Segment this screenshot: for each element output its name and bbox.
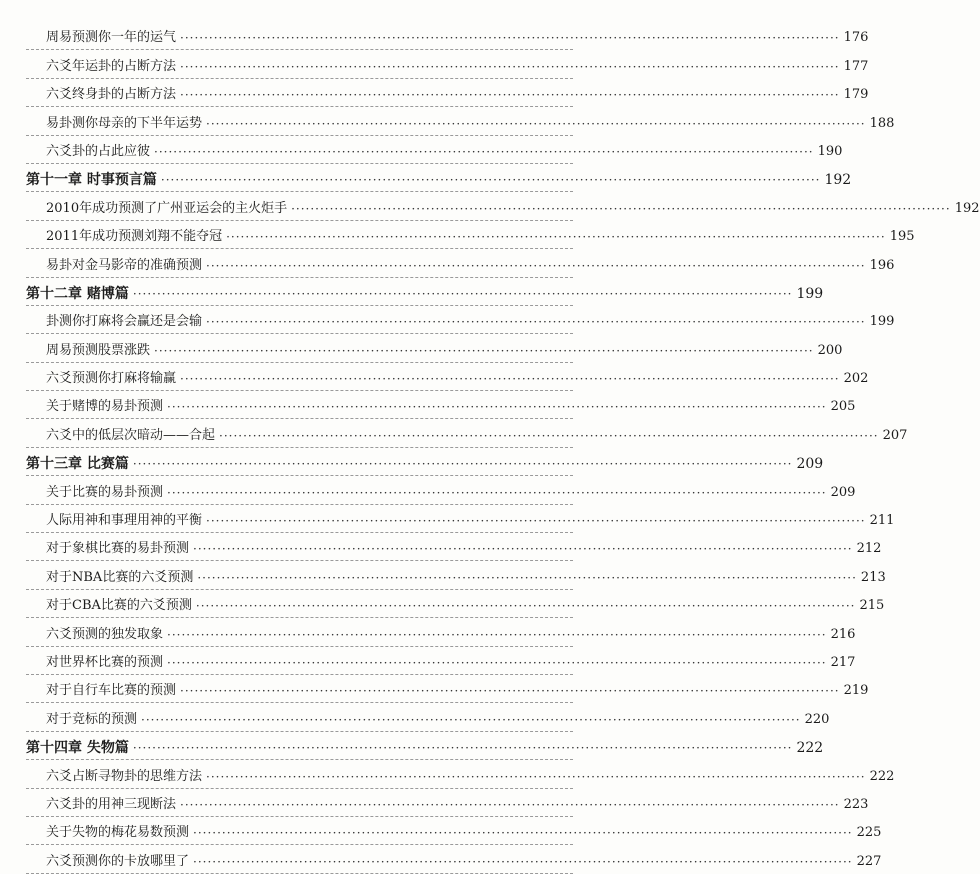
entry-title: 六爻中的低层次暗动——合起 [46,427,216,443]
dot-leader: ········································································································································· [291,201,951,216]
page-number: 176 [843,30,869,46]
entry-title: 易卦测你母亲的下半年运势 [46,115,203,131]
table-of-contents [26,22,980,874]
dot-leader: ········································································································································· [160,173,821,188]
page-number: 213 [860,569,886,585]
entry-title: 关于失物的梅花易数预测 [46,825,190,841]
dot-leader: ········································································································································· [193,826,853,841]
chapter-heading-row [26,732,824,760]
entry-title: 六爻预测你打麻将输赢 [46,371,177,387]
page-number: 207 [882,427,908,443]
page-number: 223 [843,796,869,812]
dot-leader: ········································································································································· [141,712,801,727]
entry-title: 六爻占断寻物卦的思维方法 [46,768,203,784]
page-number: 219 [843,683,869,699]
page-number: 202 [843,371,869,387]
toc-entry-row [26,363,869,391]
toc-entry-row [26,136,843,164]
toc-entry-row [26,221,915,249]
entry-title: 关于比赛的易卦预测 [46,484,164,500]
entry-title: 周易预测你一年的运气 [46,30,177,46]
toc-entry-row [26,22,869,50]
toc-entry-row [26,334,843,362]
chapter-heading-row [26,278,824,306]
chapter-title: 第十一章 时事预言篇 [26,172,157,189]
dot-leader: ········································································································································· [154,343,814,358]
entry-title: 对于CBA比赛的六爻预测 [46,598,192,614]
dot-leader: ········································································································································· [193,854,853,869]
page-number: 225 [856,825,882,841]
dot-leader: ········································································································································· [132,741,793,756]
entry-title: 六爻预测的独发取象 [46,626,164,642]
dot-leader: ········································································································································· [226,230,886,245]
chapter-title: 第十三章 比赛篇 [26,456,129,473]
dot-leader: ········································································································································· [206,315,866,330]
dot-leader: ········································································································································· [206,769,866,784]
page-number: 199 [796,285,824,302]
page-number: 195 [889,229,915,245]
page-number: 212 [856,541,882,557]
page-number: 220 [804,711,830,727]
dot-leader: ········································································································································· [167,655,827,670]
dot-leader: ········································································································································· [206,514,866,529]
entry-title: 对于自行车比赛的预测 [46,683,177,699]
toc-entry-row [26,845,882,873]
dot-leader: ········································································································································· [206,258,866,273]
toc-entry-row [26,107,895,135]
entry-title: 六爻终身卦的占断方法 [46,87,177,103]
entry-title: 2010年成功预测了广州亚运会的主火炬手 [46,200,288,216]
toc-entry-row [26,618,856,646]
toc-entry-row [26,789,869,817]
entry-title: 对于NBA比赛的六爻预测 [46,569,194,585]
dot-leader: ········································································································································· [197,570,857,585]
page-number: 199 [869,314,895,330]
dot-leader: ········································································································································· [180,797,840,812]
page-number: 196 [869,257,895,273]
toc-entry-row [26,561,886,589]
page-number: 222 [869,768,895,784]
page-number: 222 [796,740,824,757]
page-number: 216 [830,626,856,642]
dot-leader: ········································································································································· [180,88,840,103]
toc-entry-row [26,675,869,703]
toc-entry-row [26,79,869,107]
entry-title: 对于竞标的预测 [46,711,138,727]
page-number: 217 [830,654,856,670]
page-number: 205 [830,399,856,415]
dot-leader: ········································································································································· [180,59,840,74]
entry-title: 对世界杯比赛的预测 [46,654,164,670]
page-number: 188 [869,115,895,131]
page-number: 227 [856,853,882,869]
dot-leader: ········································································································································· [154,144,814,159]
chapter-heading-row [26,164,852,192]
page-number: 192 [824,172,852,189]
toc-entry-row [26,505,895,533]
entry-title: 易卦对金马影帝的准确预测 [46,257,203,273]
page-number: 177 [843,58,869,74]
entry-title: 2011年成功预测刘翔不能夺冠 [46,229,223,245]
dot-leader: ········································································································································· [167,485,827,500]
dot-leader: ········································································································································· [132,286,793,301]
page-number: 190 [817,143,843,159]
dot-leader: ········································································································································· [195,599,856,614]
dot-leader: ········································································································································· [167,400,827,415]
dot-leader: ········································································································································· [219,428,879,443]
entry-title: 周易预测股票涨跌 [46,342,151,358]
toc-entry-row [26,760,895,788]
page-number: 211 [869,513,895,529]
chapter-heading-row [26,448,824,476]
dot-leader: ········································································································································· [180,372,840,387]
toc-entry-row [26,476,856,504]
page-number: 200 [817,342,843,358]
entry-title: 卦测你打麻将会赢还是会输 [46,314,203,330]
entry-title: 六爻年运卦的占断方法 [46,58,177,74]
chapter-title: 第十二章 赌博篇 [26,285,129,302]
toc-entry-row [26,249,895,277]
toc-entry-row [26,590,885,618]
toc-entry-row [26,306,895,334]
page-number: 209 [796,456,824,473]
toc-entry-row [26,703,830,731]
chapter-title: 第十四章 失物篇 [26,740,129,757]
page-number: 209 [830,484,856,500]
dot-leader: ········································································································································· [206,116,866,131]
entry-title: 关于赌博的易卦预测 [46,399,164,415]
entry-title: 六爻预测你的卡放哪里了 [46,853,190,869]
entry-title: 六爻卦的用神三现断法 [46,796,177,812]
toc-entry-row [26,647,856,675]
page-number: 215 [859,598,885,614]
dot-leader: ········································································································································· [180,31,840,46]
dot-leader: ········································································································································· [132,457,793,472]
entry-title: 对于象棋比赛的易卦预测 [46,541,190,557]
toc-entry-row [26,391,856,419]
toc-entry-row [26,533,882,561]
page-number: 192 [954,200,980,216]
toc-entry-row [26,419,908,447]
toc-entry-row [26,817,882,845]
dot-leader: ········································································································································· [180,684,840,699]
entry-title: 人际用神和事理用神的平衡 [46,513,203,529]
entry-title: 六爻卦的占此应彼 [46,143,151,159]
page-number: 179 [843,87,869,103]
toc-entry-row [26,192,980,220]
dot-leader: ········································································································································· [167,627,827,642]
toc-entry-row [26,50,869,78]
dot-leader: ········································································································································· [193,542,853,557]
